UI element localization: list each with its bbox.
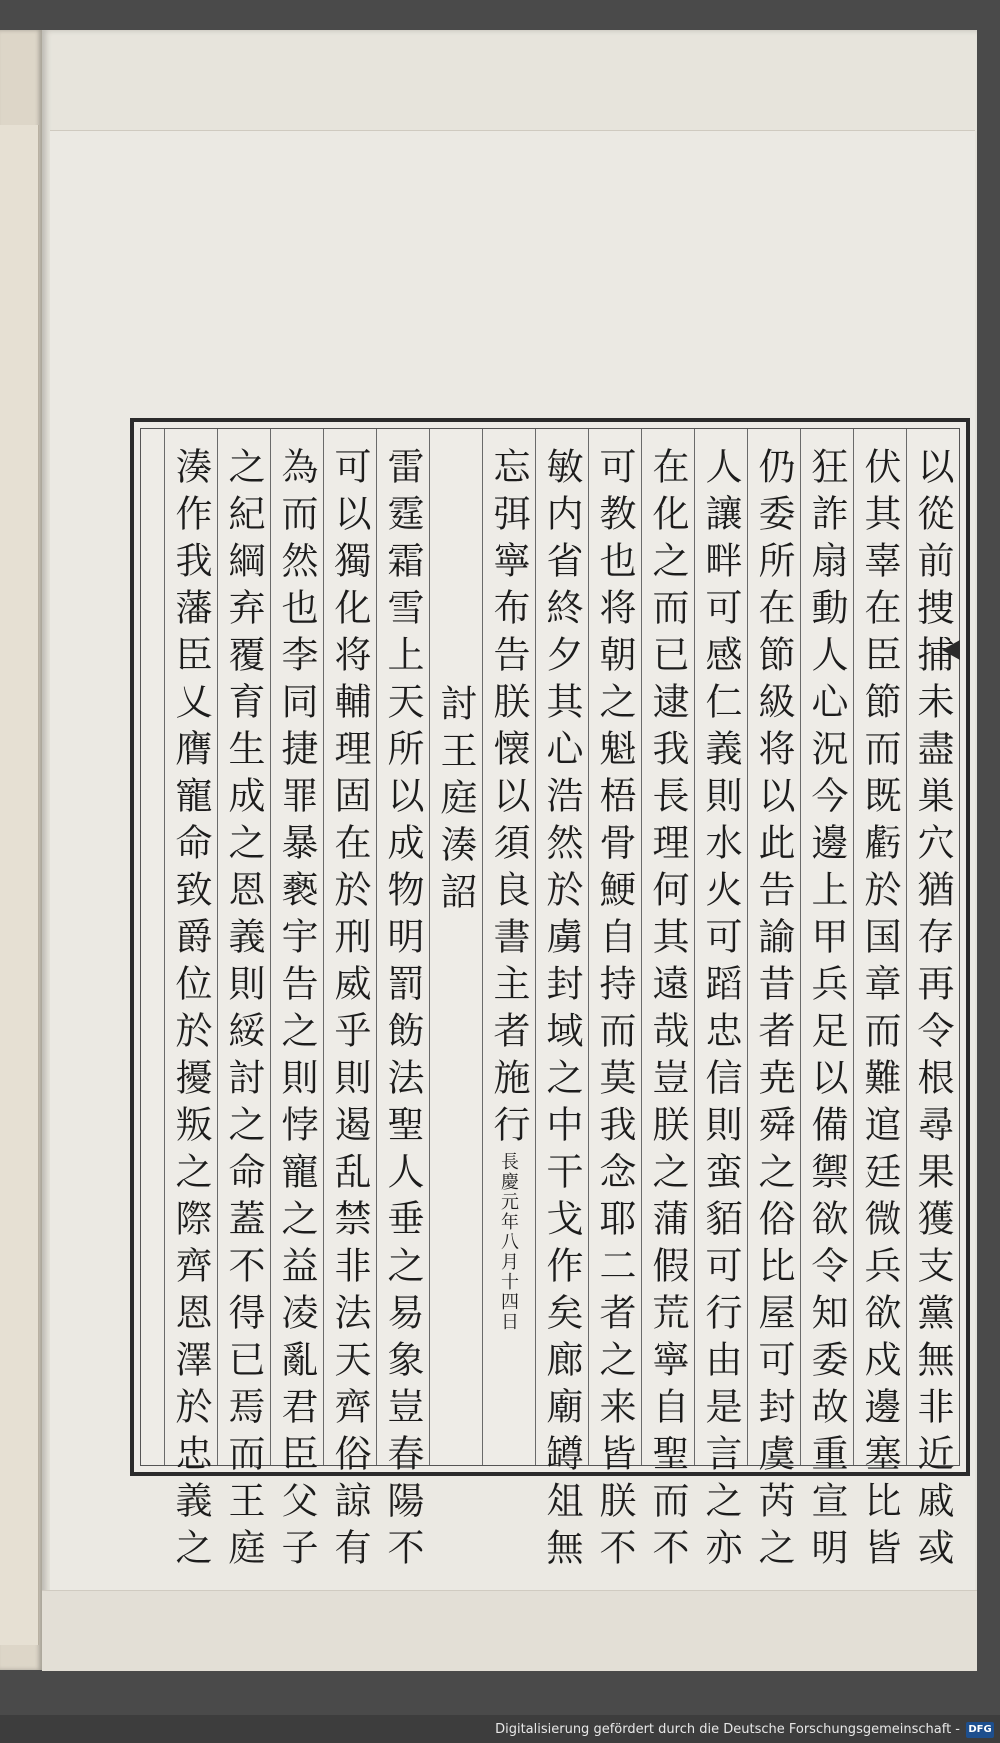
dfg-logo: DFG	[966, 1722, 994, 1738]
date-note-line-1: 長慶元年八	[498, 1152, 519, 1252]
page-bottom-margin	[42, 1590, 977, 1671]
text-column-4	[747, 429, 800, 1575]
text-column-10	[429, 429, 482, 1465]
left-page-sheet	[0, 125, 39, 1645]
text-frame-inner	[140, 428, 960, 1575]
text-column-7	[588, 429, 641, 1575]
left-page-edge	[0, 30, 42, 1670]
column-text: 為而然也李同捷罪暴褻宇告之則悖寵之益凌亂君臣父子	[275, 447, 318, 1575]
column-text: 在化之而已逮我長理何其遠哉豈朕之蒲假荒寧自聖而不	[646, 447, 689, 1575]
text-column-12	[323, 429, 376, 1575]
text-frame	[130, 418, 970, 1575]
column-text: 以從前捜捕未盡巣穴猶存再令根尋果獲支黨無非近戚㦯	[911, 447, 954, 1575]
text-column-5	[694, 429, 747, 1575]
column-text: 湊作我藩臣乂膺寵命致爵位於擾叛之際齊恩澤於忠義之	[169, 447, 212, 1575]
column-text: 可教也将朝之魁梧骨鯁自持而莫我念耶二者之来皆朕不	[593, 447, 636, 1575]
date-note	[482, 1152, 535, 1332]
column-main-text: 忘弭寧布告朕懐以須良書主者施行	[487, 447, 530, 1152]
column-text: 狂詐扇動人心況今邊上甲兵足以備禦欲令知委故重宣明	[805, 447, 848, 1575]
text-column-11	[376, 429, 429, 1575]
column-text: 雷霆霜雪上天所以成物明罰飭法聖人垂之易象豈春陽不	[381, 447, 424, 1575]
column-text: 人讓畔可感仁義則水火可蹈忠信則蛮貊可行由是言之亦	[699, 447, 742, 1575]
text-column-3	[800, 429, 853, 1575]
column-text: 仍委所在節級将以此告諭昔者尭舜之俗比屋可封虞芮之	[752, 447, 795, 1575]
text-column-13	[270, 429, 323, 1575]
text-column-9	[482, 429, 535, 1465]
column-text: 敏内省終夕其心浩然於虜封域之中干戈作矣廊廟罇俎無	[540, 447, 583, 1575]
text-column-6	[641, 429, 694, 1575]
text-column-8	[535, 429, 588, 1575]
fold-marker	[942, 640, 960, 660]
text-column-15	[164, 429, 217, 1575]
column-text: 可以獨化将輔理固在於刑威乎則遏乱禁非法天齊俗諒有	[328, 447, 371, 1575]
column-text	[483, 447, 535, 1332]
column-text: 伏其辜在臣節而既虧於国章而難逭廷微兵欲戍邊塞比皆	[858, 447, 901, 1575]
edict-title: 討王庭湊詔	[434, 684, 477, 919]
text-column-1	[906, 429, 959, 1575]
footer-credit: Digitalisierung gefördert durch die Deutsche Forschungsgemeinschaft -	[495, 1722, 960, 1737]
column-text: 之紀綱弃覆育生成之恩義則綏討之命蓋不得已焉而王庭	[222, 447, 265, 1575]
date-note-line-2: 月十四日	[498, 1252, 519, 1332]
text-column-2	[853, 429, 906, 1575]
footer-bar	[0, 1715, 1000, 1743]
text-column-14	[217, 429, 270, 1575]
